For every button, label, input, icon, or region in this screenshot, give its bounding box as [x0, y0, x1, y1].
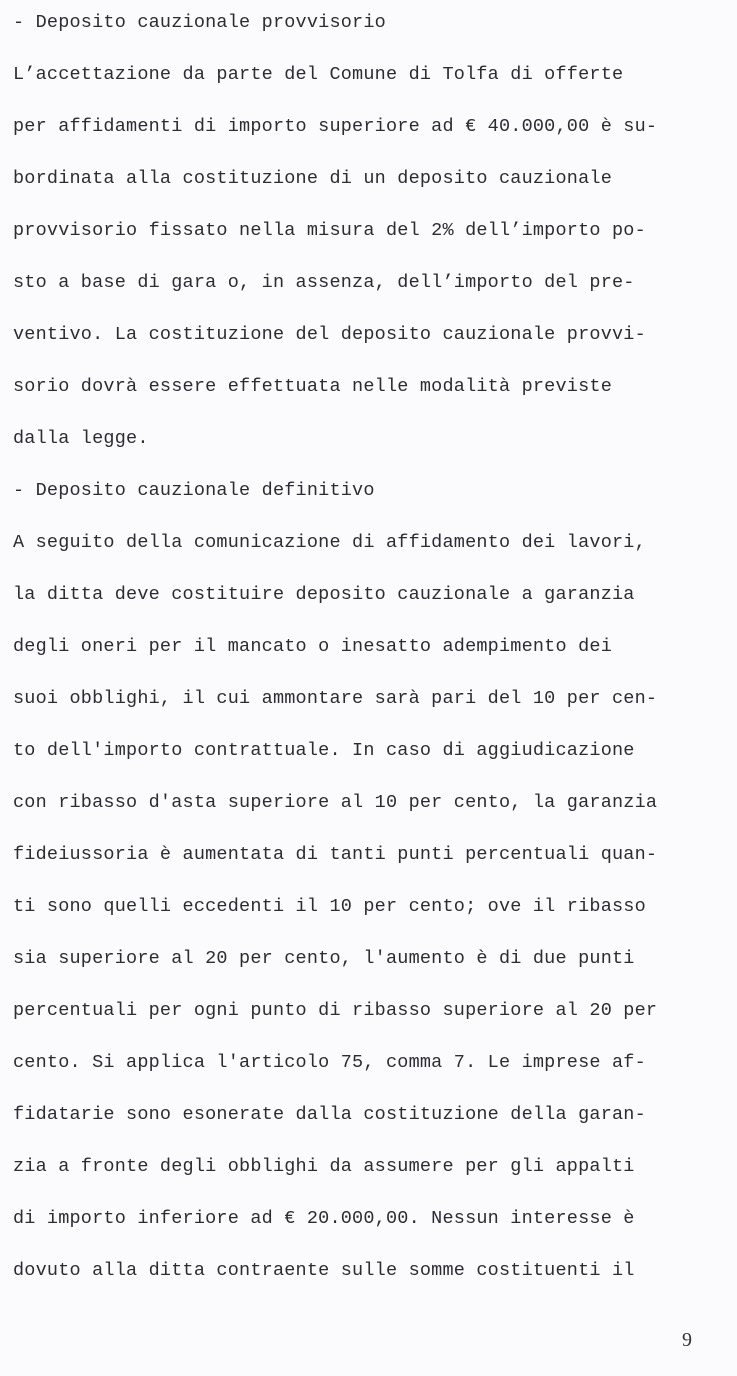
text-line: suoi obblighi, il cui ammontare sarà pari del 10 per cen-: [13, 688, 658, 709]
text-line: la ditta deve costituire deposito cauzionale a garanzia: [13, 584, 635, 605]
text-line: sorio dovrà essere effettuata nelle modalità previste: [13, 376, 612, 397]
text-line: ventivo. La costituzione del deposito cauzionale provvi-: [13, 324, 646, 345]
text-line: sto a base di gara o, in assenza, dell’importo del pre-: [13, 272, 635, 293]
text-line: - Deposito cauzionale provvisorio: [13, 12, 386, 33]
text-line: di importo inferiore ad € 20.000,00. Nessun interesse è: [13, 1208, 635, 1229]
text-line: sia superiore al 20 per cento, l'aumento è di due punti: [13, 948, 635, 969]
text-line: to dell'importo contrattuale. In caso di aggiudicazione: [13, 740, 635, 761]
text-line: bordinata alla costituzione di un deposito cauzionale: [13, 168, 612, 189]
text-line: percentuali per ogni punto di ribasso superiore al 20 per: [13, 1000, 658, 1021]
text-line: degli oneri per il mancato o inesatto adempimento dei: [13, 636, 612, 657]
text-line: - Deposito cauzionale definitivo: [13, 480, 375, 501]
text-line: A seguito della comunicazione di affidamento dei lavori,: [13, 532, 646, 553]
text-line: dalla legge.: [13, 428, 149, 449]
text-line: fidatarie sono esonerate dalla costituzione della garan-: [13, 1104, 646, 1125]
text-line: per affidamenti di importo superiore ad € 40.000,00 è su-: [13, 116, 658, 137]
text-line: cento. Si applica l'articolo 75, comma 7. Le imprese af-: [13, 1052, 646, 1073]
page-number: 9: [682, 1329, 692, 1351]
text-line: ti sono quelli eccedenti il 10 per cento; ove il ribasso: [13, 896, 646, 917]
text-line: L’accettazione da parte del Comune di Tolfa di offerte: [13, 64, 624, 85]
text-line: fideiussoria è aumentata di tanti punti percentuali quan-: [13, 844, 658, 865]
text-line: dovuto alla ditta contraente sulle somme costituenti il: [13, 1260, 635, 1281]
text-line: con ribasso d'asta superiore al 10 per cento, la garanzia: [13, 792, 658, 813]
text-line: zia a fronte degli obblighi da assumere per gli appalti: [13, 1156, 635, 1177]
text-line: provvisorio fissato nella misura del 2% dell’importo po-: [13, 220, 646, 241]
